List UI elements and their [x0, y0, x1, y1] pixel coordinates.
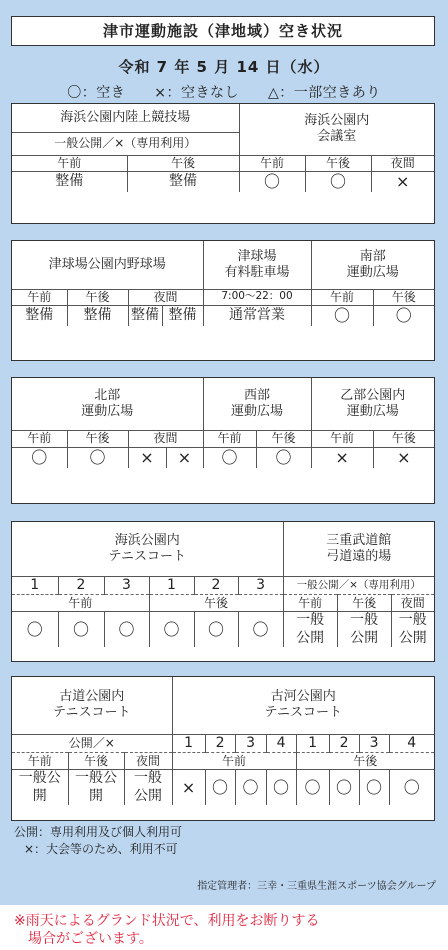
facility-name: 南部 運動広場 — [311, 241, 434, 289]
court-number: 4 — [389, 734, 434, 753]
status-cell: 〇 — [194, 612, 238, 648]
date-heading: 令和 7 年 5 月 14 日（水） — [118, 58, 330, 76]
facility-block-3 — [11, 377, 435, 504]
time-label: 午後 — [373, 289, 434, 305]
status-cell: 整備 — [127, 171, 239, 192]
status-cell: 〇 — [239, 171, 305, 192]
usage-note: 公開／× — [12, 734, 172, 753]
facility-block-1 — [11, 103, 435, 224]
status-cell: 一般公 開 — [12, 770, 68, 806]
status-cell: 〇 — [235, 770, 266, 806]
status-cell: × — [371, 171, 434, 192]
court-number: 1 — [172, 734, 205, 753]
facility-name: 西部 運動広場 — [203, 378, 311, 430]
footnote: 公開：専用利用及び個人利用可 — [14, 825, 183, 839]
status-cell: 〇 — [359, 770, 389, 806]
status-cell: 一般 公開 — [391, 612, 434, 648]
status-cell: × — [311, 447, 373, 468]
court-number: 3 — [238, 576, 283, 595]
facility-table-3 — [12, 378, 434, 468]
status-cell: × — [373, 447, 434, 468]
court-number: 3 — [104, 576, 149, 595]
page-title: 津市運動施設（津地域）空き状況 — [11, 16, 435, 46]
time-label: 夜間 — [128, 289, 203, 305]
time-label: 午前 — [12, 289, 67, 305]
time-label: 夜間 — [128, 430, 203, 447]
warning-line: 場合がございます。 — [28, 931, 153, 947]
facility-table-4 — [12, 522, 434, 647]
time-label: 午前 — [12, 155, 127, 171]
facility-name: 津球場 有料駐車場 — [203, 241, 311, 289]
time-label: 午前 — [203, 430, 256, 447]
status-cell: 〇 — [311, 305, 373, 326]
manager-credit: 指定管理者：三幸・三重県生涯スポーツ協会グループ — [197, 881, 436, 892]
status-cell: 〇 — [266, 770, 296, 806]
status-cell: 通常営業 — [203, 305, 311, 326]
time-label: 午後 — [305, 155, 371, 171]
facility-table-1 — [12, 104, 434, 192]
facility-name: 乙部公園内 運動広場 — [311, 378, 434, 430]
status-cell: 〇 — [256, 447, 311, 468]
facility-name: 三重武道館 弓道遠的場 — [283, 522, 434, 576]
time-label: 午後 — [256, 430, 311, 447]
court-number: 1 — [149, 576, 194, 595]
status-cell: 一般 公開 — [283, 612, 337, 648]
status-cell: 〇 — [58, 612, 104, 648]
court-number: 4 — [266, 734, 296, 753]
status-cell: 〇 — [329, 770, 359, 806]
time-label: 午前 — [283, 595, 337, 612]
facility-name: 海浜公園内陸上競技場 — [12, 104, 239, 132]
status-cell: 〇 — [12, 447, 67, 468]
facility-name: 古河公園内 テニスコート — [172, 677, 434, 734]
facility-name: 海浜公園内 テニスコート — [12, 522, 283, 576]
time-label: 午後 — [127, 155, 239, 171]
time-label: 午前 — [172, 753, 296, 770]
time-label: 夜間 — [391, 595, 434, 612]
status-cell: 〇 — [203, 447, 256, 468]
status-cell: 〇 — [238, 612, 283, 648]
facility-block-5 — [11, 676, 435, 821]
facility-name: 津球場公園内野球場 — [12, 241, 203, 289]
time-label: 午後 — [373, 430, 434, 447]
time-label: 午後 — [67, 430, 128, 447]
facility-table-2 — [12, 241, 434, 326]
time-label: 夜間 — [124, 753, 172, 770]
facility-block-4 — [11, 521, 435, 662]
status-cell: 〇 — [67, 447, 128, 468]
facility-block-2 — [11, 240, 435, 361]
usage-note: 一般公開／×（専用利用） — [12, 132, 239, 155]
court-number: 1 — [296, 734, 329, 753]
facility-name: 海浜公園内 会議室 — [239, 104, 434, 155]
status-cell: 整備 — [128, 305, 162, 326]
time-label: 午前 — [12, 595, 149, 612]
status-cell: 一般 公開 — [124, 770, 172, 806]
time-label: 午後 — [296, 753, 434, 770]
status-cell: × — [128, 447, 166, 468]
facility-name: 古道公園内 テニスコート — [12, 677, 172, 734]
hours-label: 7:00～22：00 — [203, 289, 311, 305]
status-cell: 〇 — [12, 612, 58, 648]
status-cell: 〇 — [205, 770, 235, 806]
status-cell: 整備 — [162, 305, 203, 326]
status-cell: 一般公 開 — [68, 770, 124, 806]
legend: 〇：空き ×：空きなし △：一部空きあり — [67, 85, 381, 101]
status-cell: × — [172, 770, 205, 806]
time-label: 午前 — [311, 430, 373, 447]
status-cell: 〇 — [296, 770, 329, 806]
court-number: 3 — [235, 734, 266, 753]
court-number: 3 — [359, 734, 389, 753]
status-cell: 整備 — [12, 305, 67, 326]
usage-note: 一般公開／×（専用利用） — [283, 576, 434, 595]
time-label: 午後 — [149, 595, 283, 612]
time-label: 午前 — [12, 430, 67, 447]
status-cell: 整備 — [67, 305, 128, 326]
time-label: 夜間 — [371, 155, 434, 171]
court-number: 2 — [329, 734, 359, 753]
status-cell: 〇 — [149, 612, 194, 648]
rain-warning — [14, 912, 319, 948]
time-label: 午後 — [67, 289, 128, 305]
status-cell: 〇 — [373, 305, 434, 326]
court-number: 2 — [58, 576, 104, 595]
status-cell: 整備 — [12, 171, 127, 192]
time-label: 午前 — [239, 155, 305, 171]
time-label: 午後 — [337, 595, 391, 612]
status-cell: 〇 — [104, 612, 149, 648]
status-cell: 一般 公開 — [337, 612, 391, 648]
warning-line: ※雨天によるグランド状況で、利用をお断りする — [14, 913, 320, 929]
footnotes — [14, 824, 182, 858]
time-label: 午前 — [311, 289, 373, 305]
footnote: ×：大会等のため、利用不可 — [24, 842, 178, 856]
time-label: 午前 — [12, 753, 68, 770]
status-cell: 〇 — [305, 171, 371, 192]
facility-table-5 — [12, 677, 434, 805]
facility-name: 北部 運動広場 — [12, 378, 203, 430]
status-cell: 〇 — [389, 770, 434, 806]
time-label: 午後 — [68, 753, 124, 770]
court-number: 2 — [194, 576, 238, 595]
court-number: 1 — [12, 576, 58, 595]
court-number: 2 — [205, 734, 235, 753]
status-cell: × — [166, 447, 203, 468]
